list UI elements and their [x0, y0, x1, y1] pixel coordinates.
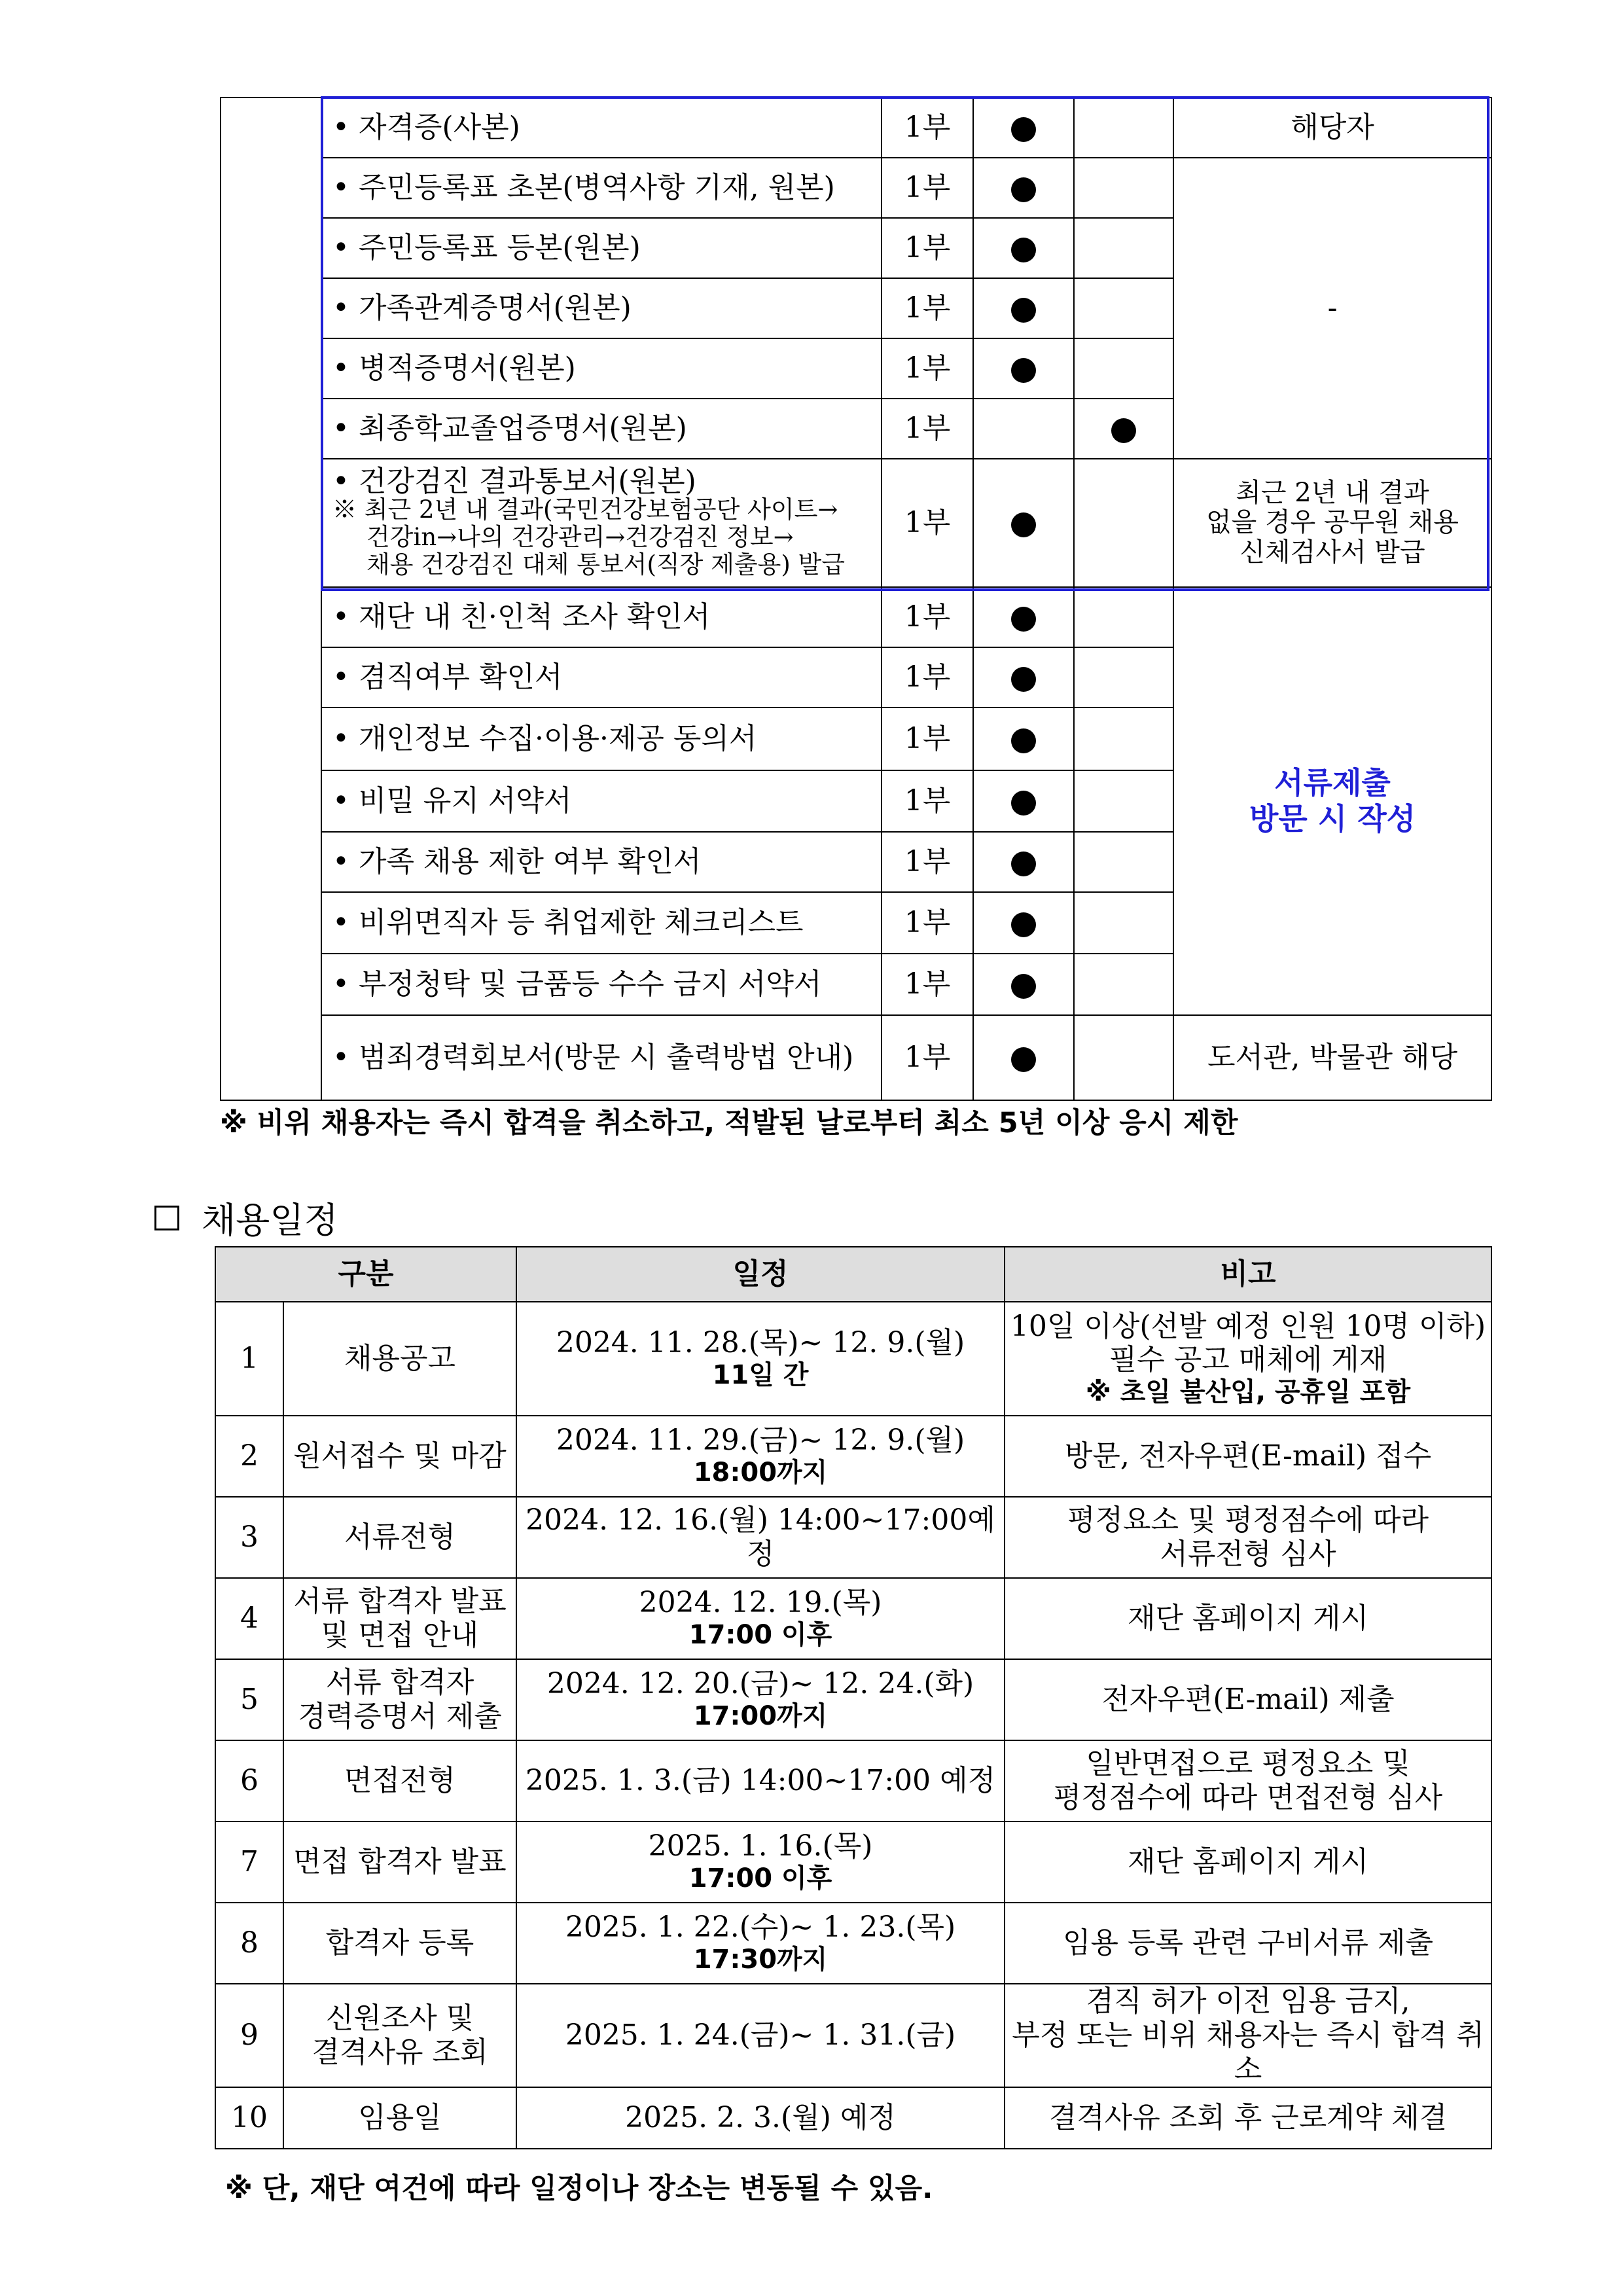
section-title: 채용일정: [202, 1200, 338, 1241]
mark-cell-a: [973, 459, 1074, 587]
remark-text: 도서관, 박물관 해당: [1207, 1041, 1457, 1075]
schedule-number: 9: [215, 1984, 283, 2087]
schedule-date: [516, 1302, 1005, 1416]
document-note-line: 채용 건강검진 대체 통보서(직장 제출용) 발급: [366, 550, 846, 579]
mark-cell-b: [1074, 98, 1173, 158]
note-schedule-change: ※ 단, 재단 여건에 따라 일정이나 장소는 변동될 수 있음.: [225, 2172, 933, 2205]
remark-line: 방문, 전자우편(E-mail) 접수: [1064, 1439, 1432, 1473]
step-line: 및 면접 안내: [321, 1619, 479, 1652]
document-title: • 병적증명서(원본): [332, 351, 576, 386]
header-remark: 비고: [1005, 1247, 1491, 1302]
remark-text: 해당자: [1291, 111, 1374, 145]
document-title: • 주민등록표 초본(병역사항 기재, 원본): [332, 171, 835, 205]
schedule-number: 1: [215, 1302, 283, 1416]
filled-circle-icon: [1011, 238, 1036, 262]
remark-line: 전자우편(E-mail) 제출: [1101, 1683, 1395, 1717]
section-heading: [154, 1193, 338, 1243]
document-title: • 건강검진 결과통보서(원본): [332, 465, 696, 499]
date-text: 2024. 11. 29.(금)~ 12. 9.(월): [556, 1424, 965, 1458]
filled-circle-icon: [1011, 728, 1036, 753]
remark-emphasis: ※ 초일 불산입, 공휴일 포함: [1085, 1377, 1411, 1408]
note-disqualification: ※ 비위 채용자는 즉시 합격을 취소하고, 적발된 날로부터 최소 5년 이상 응시 제한: [220, 1107, 1238, 1139]
document-name: [321, 892, 882, 954]
date-emphasis: 17:00 이후: [688, 1620, 832, 1651]
remark-line: 필수 공고 매체에 게재: [1109, 1343, 1387, 1377]
schedule-step: [283, 1659, 516, 1740]
step-line: 채용공고: [344, 1342, 456, 1376]
document-row: [221, 98, 1491, 158]
schedule-row: [215, 1984, 1491, 2087]
schedule-step: [283, 1497, 516, 1578]
schedule-step: [283, 1578, 516, 1659]
date-emphasis: 17:00 이후: [688, 1863, 832, 1894]
step-line: 서류 합격자: [325, 1666, 474, 1700]
copies-count: 1부: [882, 98, 973, 158]
schedule-step: [283, 1984, 516, 2087]
schedule-date: [516, 1984, 1005, 2087]
document-title: • 비위면직자 등 취업제한 체크리스트: [332, 906, 804, 940]
document-name: [321, 98, 882, 158]
category-blank-cell: [221, 98, 321, 1100]
remark-line: 재단 홈페이지 게시: [1128, 1602, 1369, 1636]
mark-cell-b: [1074, 399, 1173, 459]
step-line: 임용일: [358, 2100, 442, 2134]
schedule-step: [283, 1821, 516, 1903]
date-text: 2025. 2. 3.(월) 예정: [625, 2100, 896, 2134]
filled-circle-icon: [1011, 607, 1036, 632]
document-name: [321, 832, 882, 892]
schedule-step: [283, 1740, 516, 1821]
document-name: [321, 1015, 882, 1100]
mark-cell-a: [973, 587, 1074, 647]
copies-count: 1부: [882, 587, 973, 647]
schedule-remark: [1005, 1740, 1491, 1821]
remark-line: 임용 등록 관련 구비서류 제출: [1063, 1926, 1434, 1960]
schedule-step: [283, 1302, 516, 1416]
schedule-date: [516, 1497, 1005, 1578]
schedule-number: 8: [215, 1903, 283, 1984]
mark-cell-b: [1074, 1015, 1173, 1100]
copies-count: 1부: [882, 158, 973, 218]
schedule-row: [215, 1416, 1491, 1497]
copies-count: 1부: [882, 218, 973, 278]
header-category: 구분: [215, 1247, 516, 1302]
document-name: [321, 954, 882, 1015]
schedule-remark: [1005, 1416, 1491, 1497]
document-title: • 부정청탁 및 금품등 수수 금지 서약서: [332, 967, 822, 1001]
document-name: [321, 218, 882, 278]
remark-line: 10일 이상(선발 예정 인원 10명 이하): [1010, 1309, 1486, 1343]
date-emphasis: 18:00까지: [693, 1458, 828, 1488]
mark-cell-b: [1074, 218, 1173, 278]
document-row: [221, 158, 1491, 218]
document-name: [321, 399, 882, 459]
mark-cell-a: [973, 708, 1074, 770]
filled-circle-icon: [1011, 667, 1036, 692]
schedule-row: [215, 1497, 1491, 1578]
step-line: 결격사유 조회: [312, 2035, 488, 2069]
filled-circle-icon: [1011, 791, 1036, 816]
schedule-number: 10: [215, 2087, 283, 2149]
step-line: 경력증명서 제출: [298, 1700, 502, 1733]
mark-cell-a: [973, 98, 1074, 158]
step-line: 신원조사 및: [325, 2001, 474, 2035]
mark-cell-a: [973, 278, 1074, 338]
remark-line: 서류제출: [1274, 764, 1391, 800]
schedule-row: [215, 1578, 1491, 1659]
document-title: • 가족 채용 제한 여부 확인서: [332, 845, 702, 879]
schedule-remark: [1005, 1821, 1491, 1903]
document-title: • 최종학교졸업증명서(원본): [332, 412, 687, 446]
document-row: [221, 1015, 1491, 1100]
copies-count: 1부: [882, 832, 973, 892]
schedule-step: [283, 1903, 516, 1984]
remark-line: 서류전형 심사: [1160, 1537, 1336, 1571]
schedule-number: 4: [215, 1578, 283, 1659]
copies-count: 1부: [882, 770, 973, 832]
document-title: • 가족관계증명서(원본): [332, 291, 632, 325]
remark-line: 평정점수에 따라 면접전형 심사: [1053, 1781, 1443, 1814]
mark-cell-b: [1074, 459, 1173, 587]
document-name: [321, 459, 882, 587]
schedule-number: 3: [215, 1497, 283, 1578]
mark-cell-a: [973, 158, 1074, 218]
copies-count: 1부: [882, 954, 973, 1015]
mark-cell-a: [973, 647, 1074, 708]
remark-line: 방문 시 작성: [1249, 801, 1416, 836]
remark-cell: [1173, 158, 1491, 459]
schedule-number: 2: [215, 1416, 283, 1497]
copies-count: 1부: [882, 278, 973, 338]
mark-cell-b: [1074, 832, 1173, 892]
date-emphasis: 17:30까지: [693, 1945, 828, 1975]
mark-cell-a: [973, 338, 1074, 399]
step-line: 합격자 등록: [325, 1926, 474, 1960]
schedule-number: 7: [215, 1821, 283, 1903]
schedule-remark: [1005, 1302, 1491, 1416]
filled-circle-icon: [1011, 1047, 1036, 1072]
remark-line: 신체검사서 발급: [1240, 537, 1425, 567]
mark-cell-b: [1074, 158, 1173, 218]
mark-cell-a: [973, 832, 1074, 892]
checkbox-square-icon: [154, 1206, 179, 1230]
remark-line: 부정 또는 비위 채용자는 즉시 합격 취소: [1012, 2018, 1484, 2086]
remark-line: 재단 홈페이지 게시: [1128, 1845, 1369, 1879]
remark-cell: [1173, 1015, 1491, 1100]
schedule-date: [516, 1740, 1005, 1821]
schedule-date: [516, 2087, 1005, 2149]
step-line: 서류전형: [344, 1520, 456, 1554]
document-name: [321, 278, 882, 338]
mark-cell-b: [1074, 892, 1173, 954]
copies-count: 1부: [882, 338, 973, 399]
document-title: • 주민등록표 등본(원본): [332, 231, 641, 265]
step-line: 면접전형: [344, 1764, 456, 1798]
document-name: [321, 770, 882, 832]
remark-cell: [1173, 98, 1491, 158]
documents-table: [220, 97, 1492, 1101]
schedule-row: [215, 2087, 1491, 2149]
document-title: • 겸직여부 확인서: [332, 660, 563, 694]
remark-line: 일반면접으로 평정요소 및: [1086, 1747, 1410, 1781]
document-name: [321, 338, 882, 399]
schedule-remark: [1005, 1578, 1491, 1659]
mark-cell-a: [973, 954, 1074, 1015]
filled-circle-icon: [1011, 912, 1036, 937]
mark-cell-a: [973, 1015, 1074, 1100]
schedule-date: [516, 1903, 1005, 1984]
document-title: • 개인정보 수집·이용·제공 동의서: [332, 722, 757, 756]
document-row: [221, 459, 1491, 587]
mark-cell-a: [973, 770, 1074, 832]
copies-count: 1부: [882, 459, 973, 587]
mark-cell-b: [1074, 278, 1173, 338]
date-text: 2025. 1. 24.(금)~ 1. 31.(금): [565, 2018, 956, 2052]
filled-circle-icon: [1111, 418, 1136, 443]
document-name: [321, 647, 882, 708]
mark-cell-a: [973, 892, 1074, 954]
filled-circle-icon: [1011, 177, 1036, 202]
document-title: • 자격증(사본): [332, 111, 520, 145]
date-text: 2025. 1. 3.(금) 14:00~17:00 예정: [525, 1764, 996, 1798]
schedule-table: [215, 1246, 1492, 2149]
schedule-number: 5: [215, 1659, 283, 1740]
mark-cell-a: [973, 218, 1074, 278]
schedule-date: [516, 1578, 1005, 1659]
schedule-row: [215, 1740, 1491, 1821]
remark-line: 최근 2년 내 결과: [1236, 478, 1429, 509]
remark-line: 겸직 허가 이전 임용 금지,: [1086, 1984, 1410, 2018]
header-date: 일정: [516, 1247, 1005, 1302]
mark-cell-b: [1074, 587, 1173, 647]
schedule-number: 6: [215, 1740, 283, 1821]
schedule-row: [215, 1659, 1491, 1740]
copies-count: 1부: [882, 892, 973, 954]
document-name: [321, 587, 882, 647]
copies-count: 1부: [882, 399, 973, 459]
date-text: 2025. 1. 16.(목): [648, 1829, 873, 1863]
mark-cell-b: [1074, 770, 1173, 832]
schedule-date: [516, 1416, 1005, 1497]
schedule-step: [283, 2087, 516, 2149]
remark-cell: [1173, 459, 1491, 587]
filled-circle-icon: [1011, 358, 1036, 383]
date-text: 2025. 1. 22.(수)~ 1. 23.(목): [565, 1910, 956, 1945]
schedule-remark: [1005, 1903, 1491, 1984]
schedule-remark: [1005, 2087, 1491, 2149]
schedule-header-row: [215, 1247, 1491, 1302]
schedule-remark: [1005, 1984, 1491, 2087]
copies-count: 1부: [882, 647, 973, 708]
date-text: 2024. 12. 20.(금)~ 12. 24.(화): [546, 1667, 974, 1701]
remark-line: 없을 경우 공무원 채용: [1206, 507, 1459, 538]
remark-line: 평정요소 및 평정점수에 따라: [1067, 1503, 1429, 1537]
copies-count: 1부: [882, 1015, 973, 1100]
document-row: [221, 587, 1491, 647]
date-text: 2024. 12. 19.(목): [639, 1586, 882, 1620]
schedule-remark: [1005, 1659, 1491, 1740]
document-name: [321, 158, 882, 218]
mark-cell-b: [1074, 647, 1173, 708]
mark-cell-b: [1074, 708, 1173, 770]
remark-line: 결격사유 조회 후 근로계약 체결: [1048, 2100, 1448, 2134]
step-line: 면접 합격자 발표: [293, 1845, 507, 1879]
date-emphasis: 17:00까지: [693, 1701, 828, 1732]
filled-circle-icon: [1011, 298, 1036, 323]
schedule-date: [516, 1821, 1005, 1903]
copies-count: 1부: [882, 708, 973, 770]
schedule-step: [283, 1416, 516, 1497]
mark-cell-b: [1074, 954, 1173, 1015]
schedule-row: [215, 1302, 1491, 1416]
remark-cell: [1173, 587, 1491, 1015]
date-text: 2024. 11. 28.(목)~ 12. 9.(월): [556, 1326, 965, 1360]
document-title: • 범죄경력회보서(방문 시 출력방법 안내): [332, 1041, 854, 1075]
schedule-date: [516, 1659, 1005, 1740]
schedule-remark: [1005, 1497, 1491, 1578]
date-text: 2024. 12. 16.(월) 14:00~17:00예정: [526, 1503, 995, 1571]
filled-circle-icon: [1011, 974, 1036, 999]
document-title: • 비밀 유지 서약서: [332, 784, 572, 818]
step-line: 원서접수 및 마감: [293, 1439, 507, 1473]
filled-circle-icon: [1011, 117, 1036, 142]
schedule-row: [215, 1821, 1491, 1903]
mark-cell-a: [973, 399, 1074, 459]
mark-cell-b: [1074, 338, 1173, 399]
filled-circle-icon: [1011, 512, 1036, 537]
document-title: • 재단 내 친·인척 조사 확인서: [332, 600, 711, 634]
filled-circle-icon: [1011, 852, 1036, 876]
step-line: 서류 합격자 발표: [293, 1585, 507, 1619]
document-name: [321, 708, 882, 770]
document-note-line: ※ 최근 2년 내 결과(국민건강보험공단 사이트→: [332, 495, 838, 524]
document-note-line: 건강in→나의 건강관리→건강검진 정보→: [366, 523, 794, 552]
date-emphasis: 11일 간: [712, 1360, 809, 1391]
schedule-row: [215, 1903, 1491, 1984]
remark-text: -: [1327, 291, 1338, 325]
